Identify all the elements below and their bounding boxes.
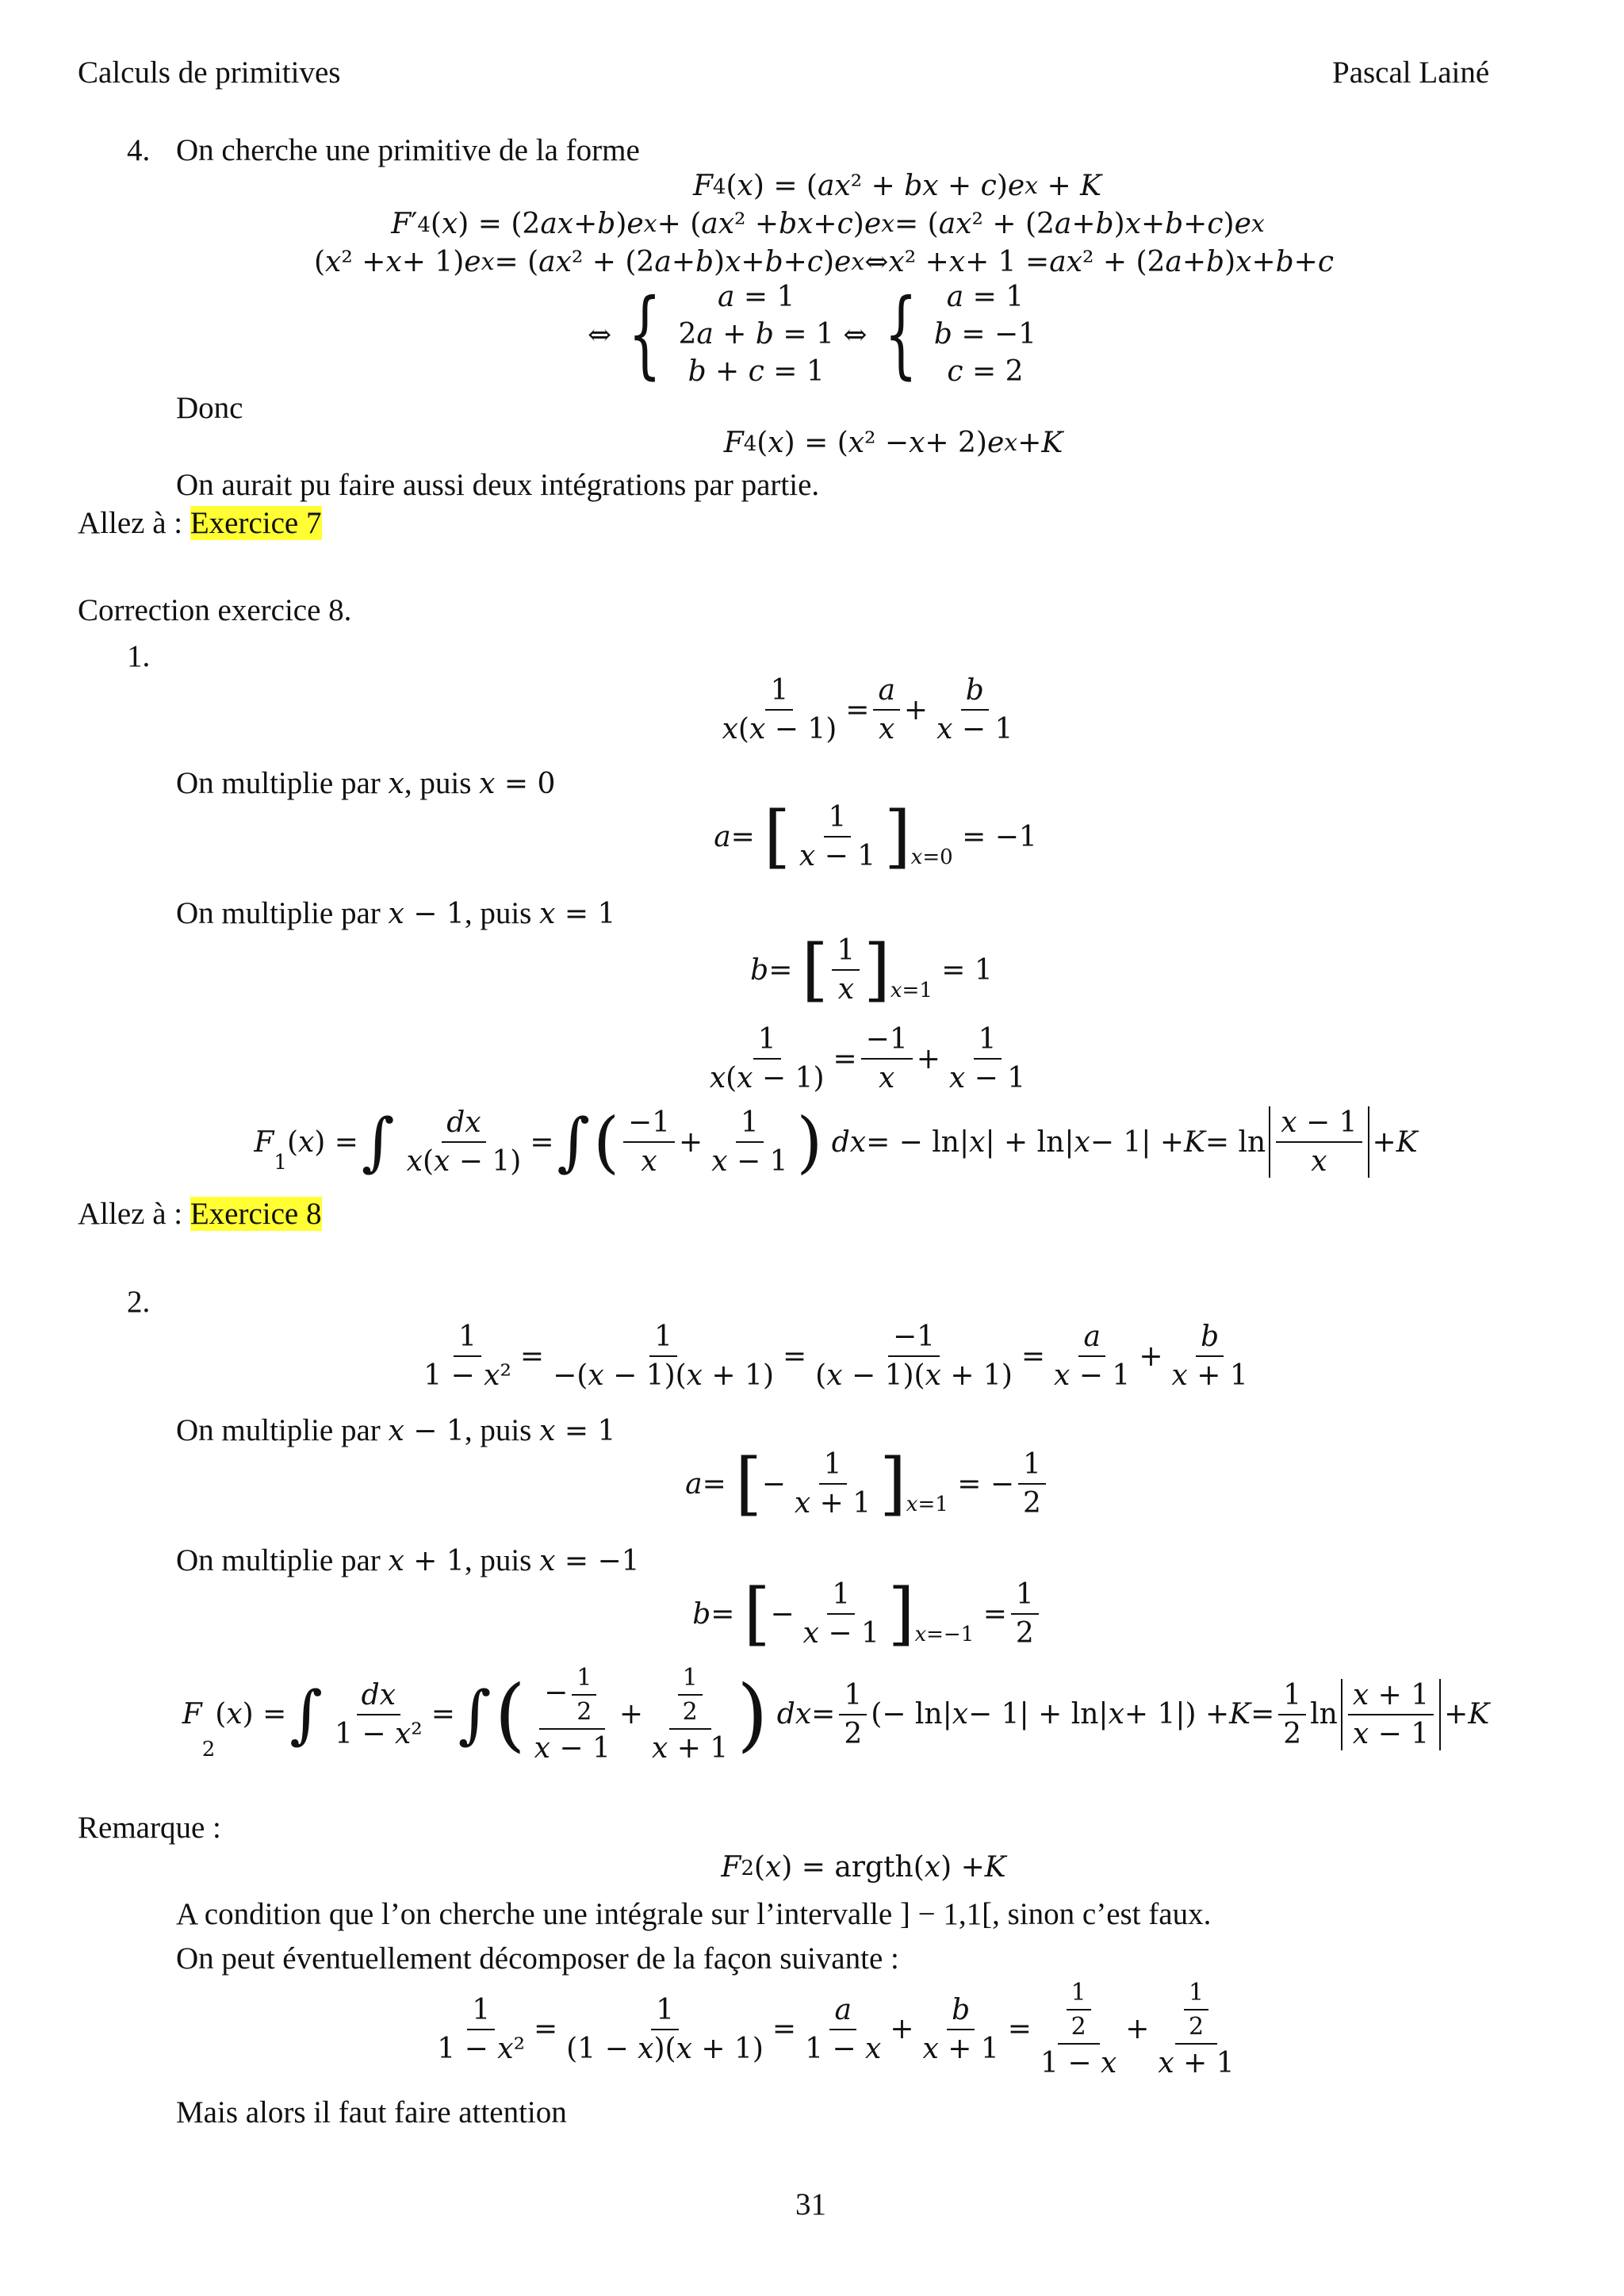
item-2-label: 2.	[127, 1285, 151, 1319]
mult-x-minus-1-text: On multiplie par x − 1, puis x = 1	[176, 896, 616, 930]
eq-argth: F 2 ( x ) = argth( x ) + K	[721, 1851, 1006, 1884]
mult-x-plus-1-text: On multiplie par x + 1, puis x = −1	[176, 1543, 640, 1577]
section-title-ex8: Correction exercice 8.	[78, 593, 352, 627]
eq-f1-integral: F 1 ( x ) = ∫ $\frac{dx}{x(x - 1)}$ = ∫ ( $\frac{-1}{x}$ + $\frac{1}{x - 1}$ ) dx = − ln| x | + ln| x − 1| + K = ln $\frac{x - 1}{x}$ + K	[254, 1103, 1418, 1181]
eq-partial-fractions-2: $\frac{1}{\text{1 − x²}}$ = $\frac{1}{-(x - 1)(x + 1)}$ = $\frac{-1}{(x - 1)(x + 1)}$ = $\frac{a}{x - 1}$ + $\frac{b}{x + 1}$	[423, 1320, 1248, 1392]
eq-partial-fractions-1: $\frac{1}{x(x - 1)}$ = $\frac{a}{x}$ + $\frac{b}{x - 1}$	[722, 674, 1013, 746]
page-number: 31	[795, 2187, 826, 2221]
remarque-title: Remarque :	[78, 1811, 221, 1845]
eq-b-value-1: b = [ $\frac{1}{x}$ ] x=1 = 1	[750, 930, 993, 1010]
eq-f2-integral: F 2 ( x ) = ∫ $\frac{dx}{\text{1 − x²}}$ = ∫ ( − $\frac{1}{2}$ x − 1 + $\frac{\frac{1}{2}}{x + 1}$ ) dx = $\frac{1}{2}$ (− ln| x − 1| + ln| x + 1|) + K = $\frac{1}{2}$ ln $\frac{x + 1}{x - 1}$ + K	[182, 1664, 1490, 1765]
note-integration: On aurait pu faire aussi deux intégrations par partie.	[176, 468, 820, 502]
eq-alt-decomposition: $\frac{1}{\text{1 − x²}}$ = $\frac{1}{(1 - x)(x + 1)}$ = $\frac{a}{1 - x}$ + $\frac{b}{x + 1}$ = $\frac{\frac{1}{2}}{1 - x}$ + $\frac{\frac{1}{2}}{x + 1}$	[437, 1979, 1235, 2079]
item-4-label: 4.	[127, 133, 151, 167]
eq-a-value-1: a = [ $\frac{1}{x - 1}$ ] x=0 = −1	[714, 797, 1037, 876]
donc-text: Donc	[176, 391, 243, 425]
allez-prefix: Allez à :	[78, 1197, 190, 1231]
allez-a-7	[78, 508, 322, 539]
mult-x-minus-1-text-2: On multiplie par x − 1, puis x = 1	[176, 1413, 616, 1447]
remarque-attention: Mais alors il faut faire attention	[176, 2095, 567, 2129]
eq-b-value-2: b = [ − $\frac{1}{x - 1}$ ] x=−1 = $\frac{1}{2}$	[0, 1578, 1624, 1650]
link-exercice-7[interactable]: Exercice 7	[190, 506, 322, 540]
eq-system: ⇔ { a = 1 2a + b = 1 b + c = 1 ⇔ { a = 1 b = −1 c = 2	[587, 279, 1037, 390]
item-1-label: 1.	[127, 639, 151, 673]
allez-a-8	[78, 1198, 322, 1229]
eq-identification: ( x ² + x + 1) e x = ( ax ² + (2 a + b ) x + b + c ) e x ⇔ x ² + x + 1 = ax ² + (2 a + b ) x + b + c	[313, 246, 1335, 278]
eq-f4-derivative: F ′ 4 ( x ) = (2 ax + b ) e x + ( ax ² + bx + c ) e x = ( ax ² + (2 a + b ) x + b + c ) e x	[391, 208, 1265, 240]
eq-decomposition-1: $\frac{1}{x(x - 1)}$ = $\frac{-1}{x}$ + $\frac{1}{x - 1}$	[709, 1023, 1026, 1094]
remarque-condition: A condition que l’on cherche une intégrale sur l’intervalle ] − 1,1[, sinon c’est faux.	[176, 1897, 1212, 1931]
link-exercice-8[interactable]: Exercice 8	[190, 1197, 322, 1231]
allez-prefix: Allez à :	[78, 506, 190, 540]
eq-a-value-2: a = [ − $\frac{1}{x + 1}$ ] x=1 = − $\frac{1}{2}$	[0, 1448, 1624, 1520]
header-title: Calculs de primitives	[78, 56, 341, 90]
item-4-text: On cherche une primitive de la forme	[176, 133, 640, 167]
mult-x-text: On multiplie par x , puis x = 0	[176, 766, 556, 800]
remarque-decomposition: On peut éventuellement décomposer de la façon suivante :	[176, 1941, 899, 1976]
eq-f4-form: F 4 ( x ) = ( ax ² + bx + c ) e x + K	[692, 170, 1102, 202]
eq-f4-result: F 4 ( x ) = ( x ² − x + 2) e x + K	[723, 427, 1063, 459]
header-author: Pascal Lainé	[1332, 56, 1490, 90]
